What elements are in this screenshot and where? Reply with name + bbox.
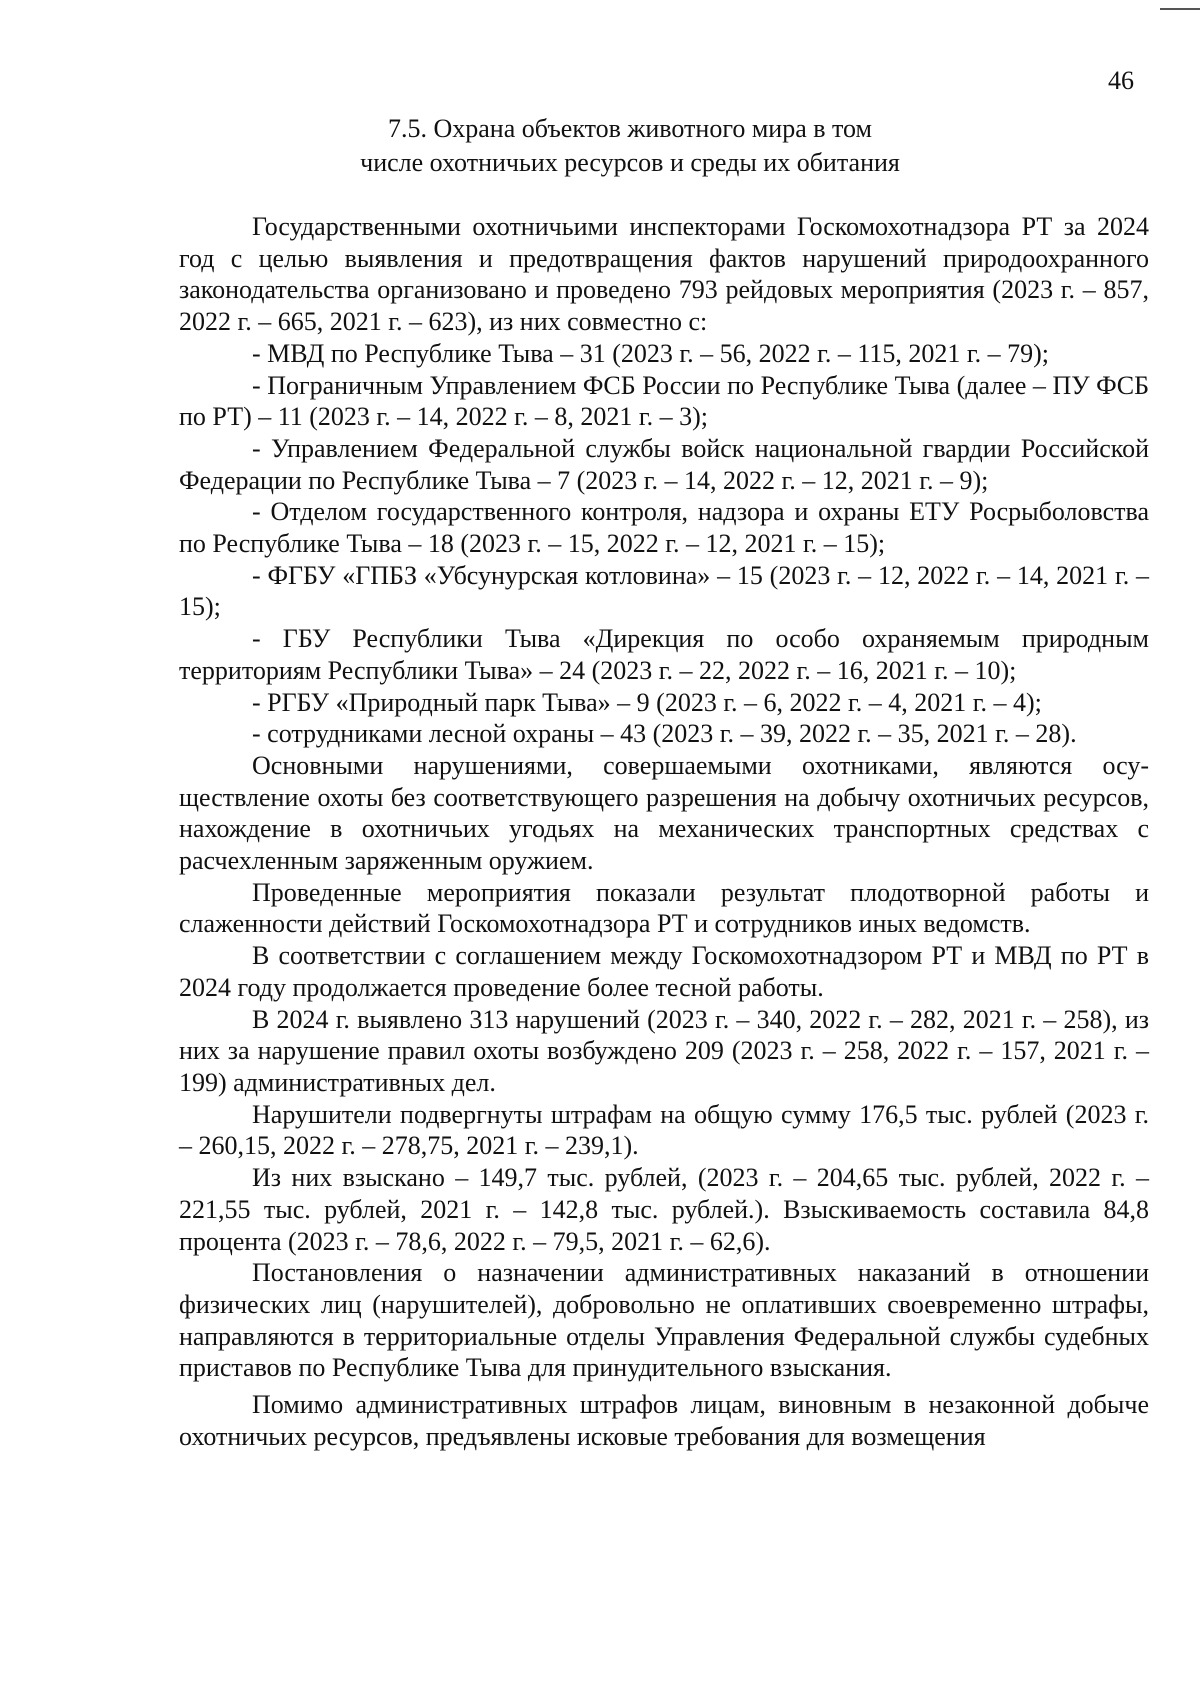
paragraph-raids-intro: Государственными охотничьими инспекторами Госкомохотнадзора РТ за 2024 год с целью выявления и предотвращения фактов нарушений природоохранного законодательства организовано и проведено 793 рейдовых мероприятия (2023 г. – 857, 2022 г. – 665, 2021 г. – 623), из них совместно с:	[179, 212, 1149, 337]
paragraph-agreement: В соответствии с соглашением между Госкомохотнадзором РТ и МВД по РТ в 2024 году продолжается проведение более тесной работы.	[179, 941, 1149, 1002]
section-title-line-2: числе охотничьих ресурсов и среды их обитания	[360, 148, 900, 177]
section-title	[180, 112, 1080, 180]
paragraph-results: Проведенные мероприятия показали результат плодотворной работы и слаженности действий Госкомохотнадзора РТ и сотрудников иных ведомств.	[179, 877, 1149, 939]
list-item-forest-guard: - сотрудниками лесной охраны – 43 (2023 г. – 39, 2022 г. – 35, 2021 г. – 28).	[252, 719, 1077, 749]
list-item-oopt-directorate: - ГБУ Республики Тыва «Дирекция по особо охраняемым природным территориям Республики Тыва» – 24 (2023 г. – 22, 2022 г. – 16, 2021 г. – 10);	[179, 624, 1149, 685]
page-number: 46	[1108, 66, 1134, 95]
list-item-fsb: - Пограничным Управлением ФСБ России по Республике Тыва (далее – ПУ ФСБ по РТ) – 11 (2023 г. – 14, 2022 г. – 8, 2021 г. – 3);	[179, 370, 1149, 432]
scan-corner-mark	[1160, 0, 1200, 10]
section-title-line-1: 7.5. Охрана объектов животного мира в том	[387, 114, 872, 143]
list-item-rosgvardia: - Управлением Федеральной службы войск национальной гвардии Российской Федерации по Республике Тыва – 7 (2023 г. – 14, 2022 г. – 12, 2021 г. – 9);	[179, 433, 1149, 495]
paragraph-collected: Из них взыскано – 149,7 тыс. рублей, (2023 г. – 204,65 тыс. рублей, 2022 г. – 221,55 тыс. рублей, 2021 г. – 142,8 тыс. рублей.). Взыскиваемость составила 84,8 процента (2023 г. – 78,6, 2022 г. – 79,5, 2021 г. – 62,6).	[179, 1163, 1149, 1256]
paragraph-main-violations: Основными нарушениями, совершаемыми охотниками, являются осуществление охоты без соответствующего разрешения на добычу охотничьих ресурсов, нахождение в охотничьих угодьях на механических транспортных средствах с расчехленным заряженным оружием.	[179, 750, 1149, 876]
list-item-nature-park: - РГБУ «Природный парк Тыва» – 9 (2023 г. – 6, 2022 г. – 4, 2021 г. – 4);	[252, 687, 1042, 717]
paragraph-fines: Нарушители подвергнуты штрафам на общую сумму 176,5 тыс. рублей (2023 г. – 260,15, 2022 г. – 278,75, 2021 г. – 239,1).	[179, 1099, 1149, 1161]
document-body	[179, 211, 1149, 1452]
paragraph-claims: Помимо административных штрафов лицам, виновным в незаконной добыче охотничьих ресурсов, предъявлены исковые требования для возмещения	[179, 1390, 1149, 1451]
list-item-mvd: - МВД по Республике Тыва – 31 (2023 г. – 56, 2022 г. – 115, 2021 г. – 79);	[252, 338, 1049, 368]
list-item-rosrybolovstvo: - Отделом государственного контроля, надзора и охраны ЕТУ Росрыболовства по Республике Тыва – 18 (2023 г. – 15, 2022 г. – 12, 2021 г. – 15);	[179, 497, 1149, 559]
paragraph-violations-count: В 2024 г. выявлено 313 нарушений (2023 г. – 340, 2022 г. – 282, 2021 г. – 258), из них за нарушение правил охоты возбуждено 209 (2023 г. – 258, 2022 г. – 157, 2021 г. – 199) административных дел.	[179, 1004, 1149, 1097]
list-item-ubsunur: - ФГБУ «ГПБЗ «Убсунурская котловина» – 15 (2023 г. – 12, 2022 г. – 14, 2021 г. – 15);	[179, 560, 1149, 622]
paragraph-bailiffs: Постановления о назначении административных наказаний в отношении физических лиц (нарушителей), добровольно не оплативших своевременно штрафы, направляются в территориальные отделы Управления Федеральной службы судебных приставов по Республике Тыва для принудительного взыскания.	[179, 1258, 1149, 1383]
